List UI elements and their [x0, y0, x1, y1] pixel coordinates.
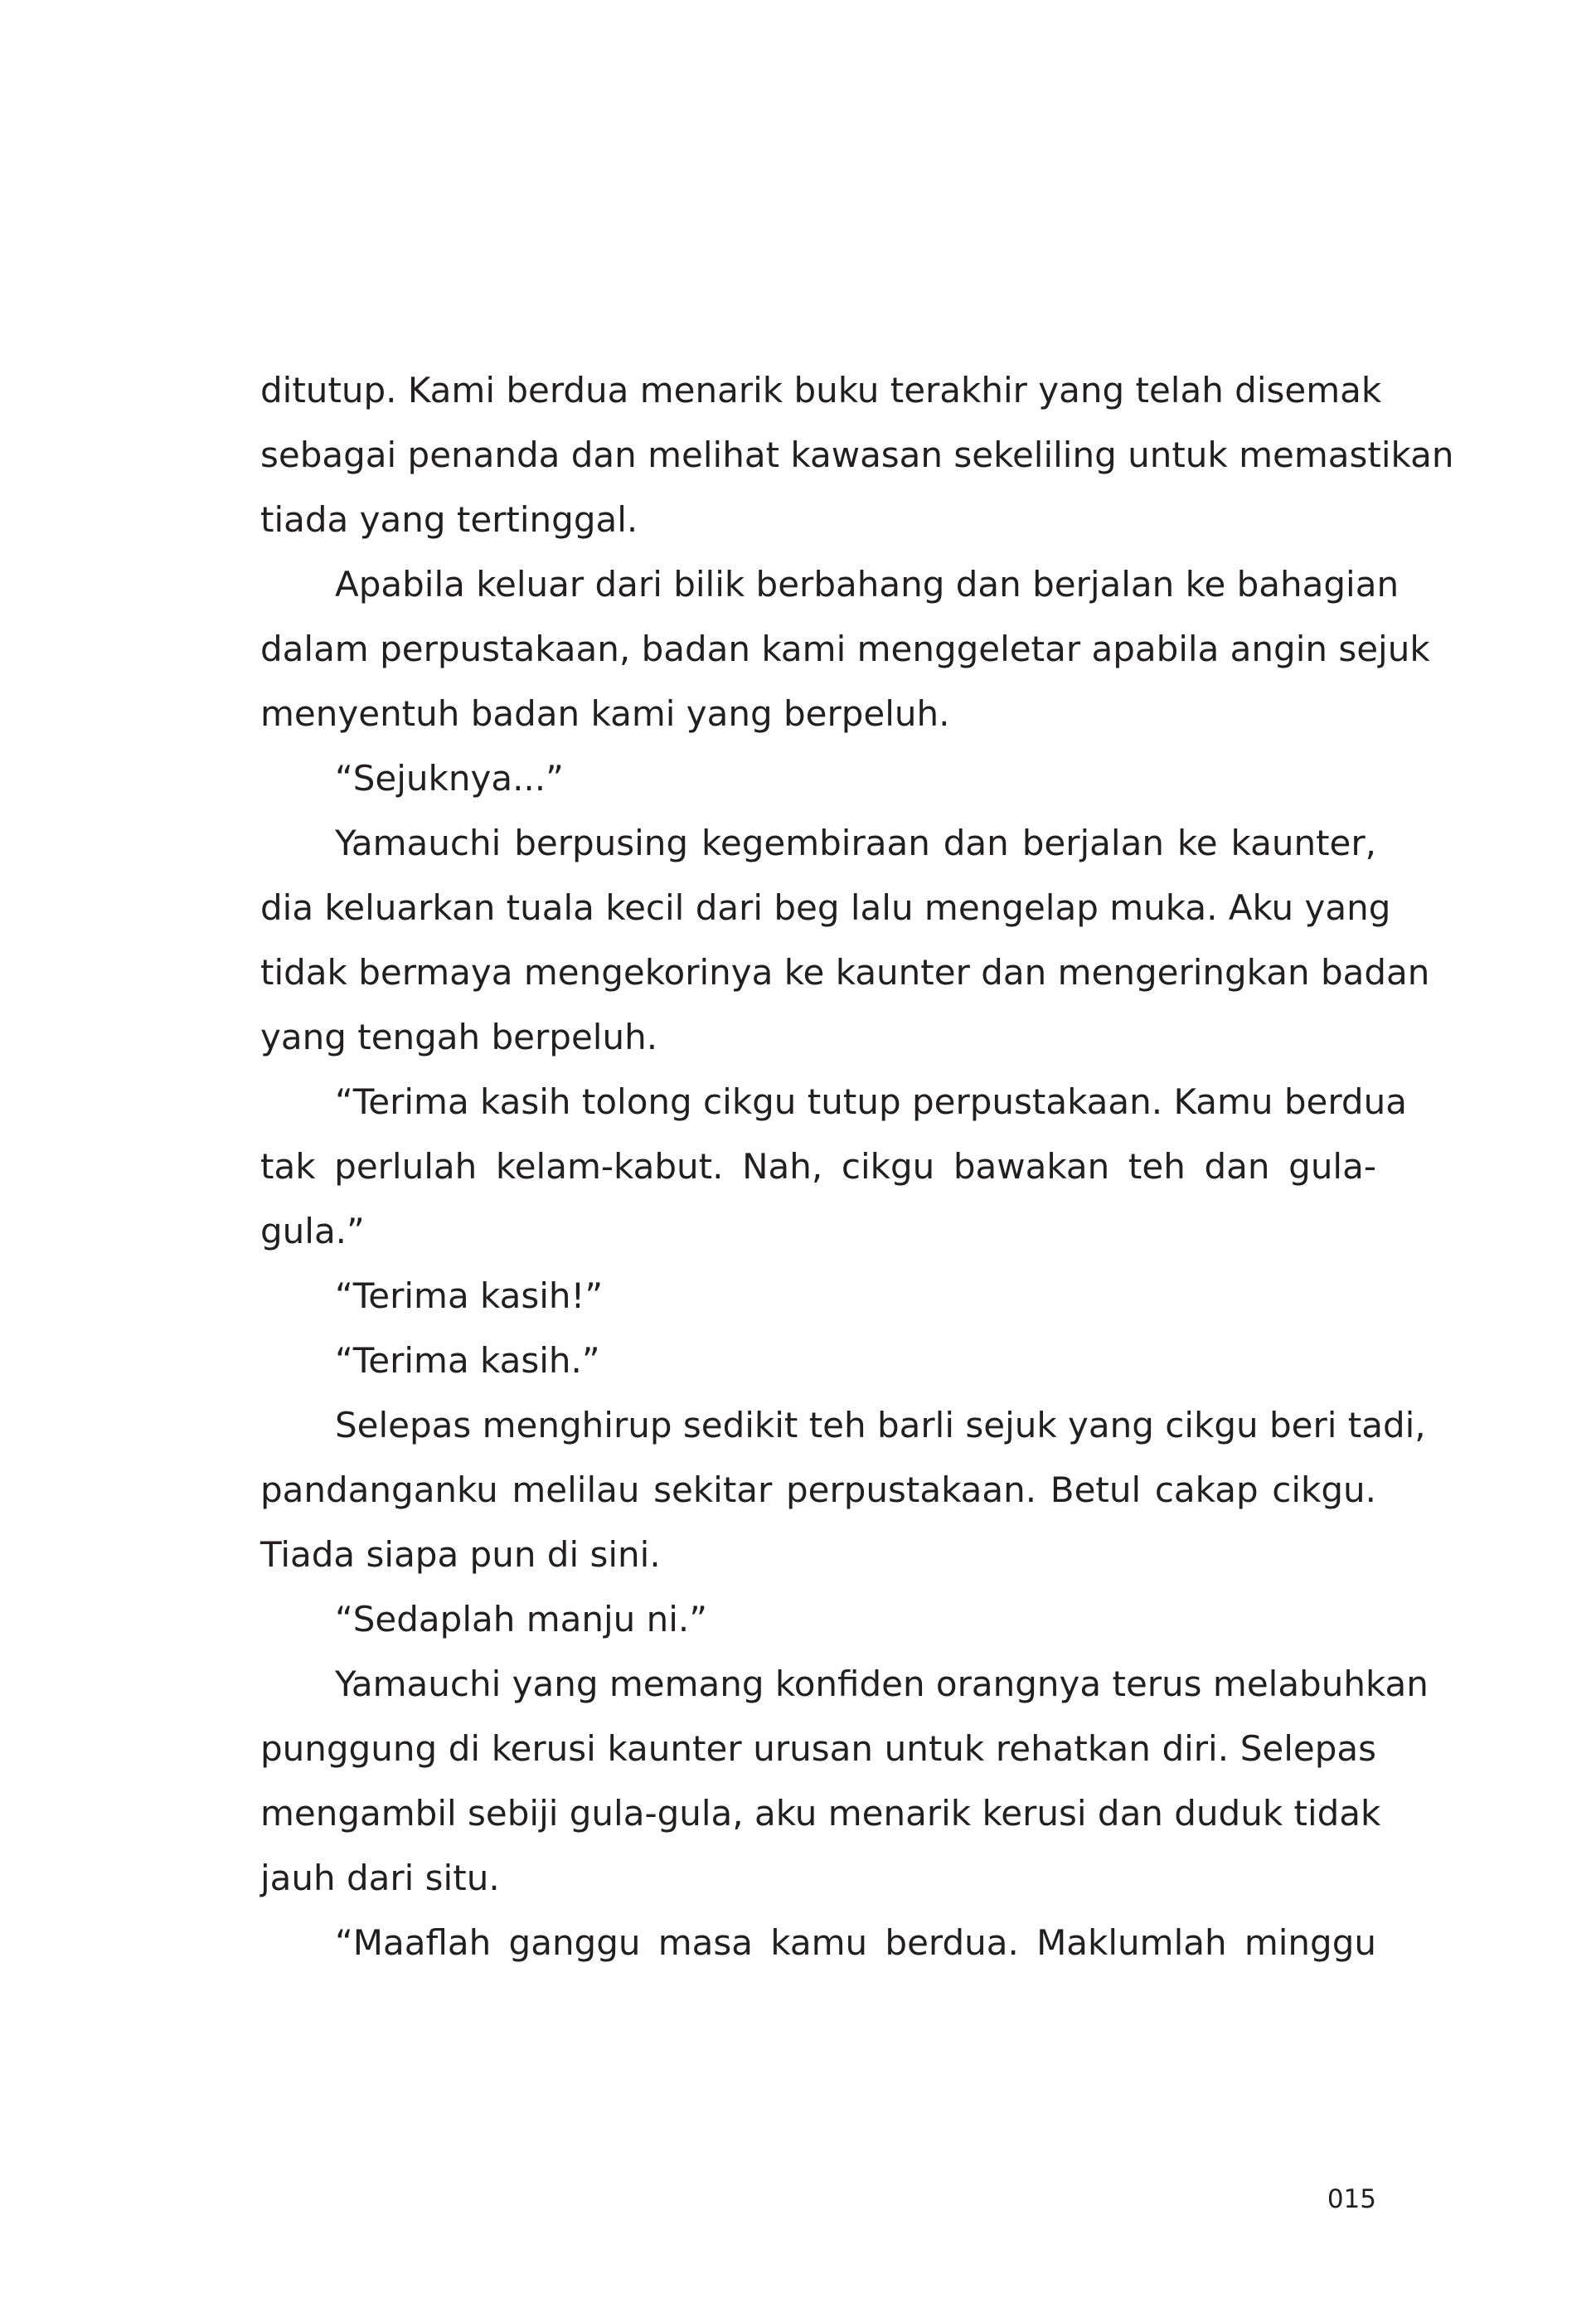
text-line: dia keluarkan tuala kecil dari beg lalu mengelap muka. Aku yang — [260, 887, 1391, 928]
text-line: “Terima kasih.” — [335, 1340, 600, 1381]
text-line: menyentuh badan kami yang berpeluh. — [260, 693, 950, 734]
text-line: gula.” — [260, 1211, 365, 1251]
text-line: pandanganku melilau sekitar perpustakaan. Betul cakap cikgu. — [260, 1469, 1376, 1510]
text-line: “Sejuknya...” — [335, 758, 564, 799]
text-line: dalam perpustakaan, badan kami menggeletar apabila angin sejuk — [260, 629, 1430, 669]
text-line: “Sedaplah manju ni.” — [335, 1599, 707, 1639]
text-line: jauh dari situ. — [260, 1858, 500, 1898]
text-line: Selepas menghirup sedikit teh barli sejuk yang cikgu beri tadi, — [335, 1405, 1426, 1445]
text-line: “Terima kasih tolong cikgu tutup perpustakaan. Kamu berdua — [335, 1081, 1407, 1122]
text-line: mengambil sebiji gula-gula, aku menarik kerusi dan duduk tidak — [260, 1793, 1381, 1834]
text-line: Tiada siapa pun di sini. — [260, 1534, 661, 1575]
text-line: tidak bermaya mengekorinya ke kaunter dan mengeringkan badan — [260, 952, 1430, 993]
text-line: “Terima kasih!” — [335, 1275, 604, 1316]
text-line: ditutup. Kami berdua menarik buku terakhir yang telah disemak — [260, 370, 1382, 410]
text-line: Yamauchi berpusing kegembiraan dan berjalan ke kaunter, — [335, 823, 1376, 863]
text-line: yang tengah berpeluh. — [260, 1017, 658, 1057]
page-number: 015 — [1327, 2184, 1376, 2214]
text-line: Yamauchi yang memang konfiden orangnya terus melabuhkan — [335, 1664, 1429, 1704]
text-line: sebagai penanda dan melihat kawasan sekeliling untuk memastikan — [260, 435, 1454, 475]
text-line: Apabila keluar dari bilik berbahang dan berjalan ke bahagian — [335, 564, 1400, 605]
text-line: tak perlulah kelam-kabut. Nah, cikgu bawakan teh dan gula- — [260, 1146, 1376, 1187]
text-line: “Maaflah ganggu masa kamu berdua. Maklumlah minggu — [335, 1922, 1376, 1963]
text-line: punggung di kerusi kaunter urusan untuk rehatkan diri. Selepas — [260, 1728, 1376, 1769]
text-line: tiada yang tertinggal. — [260, 499, 638, 540]
